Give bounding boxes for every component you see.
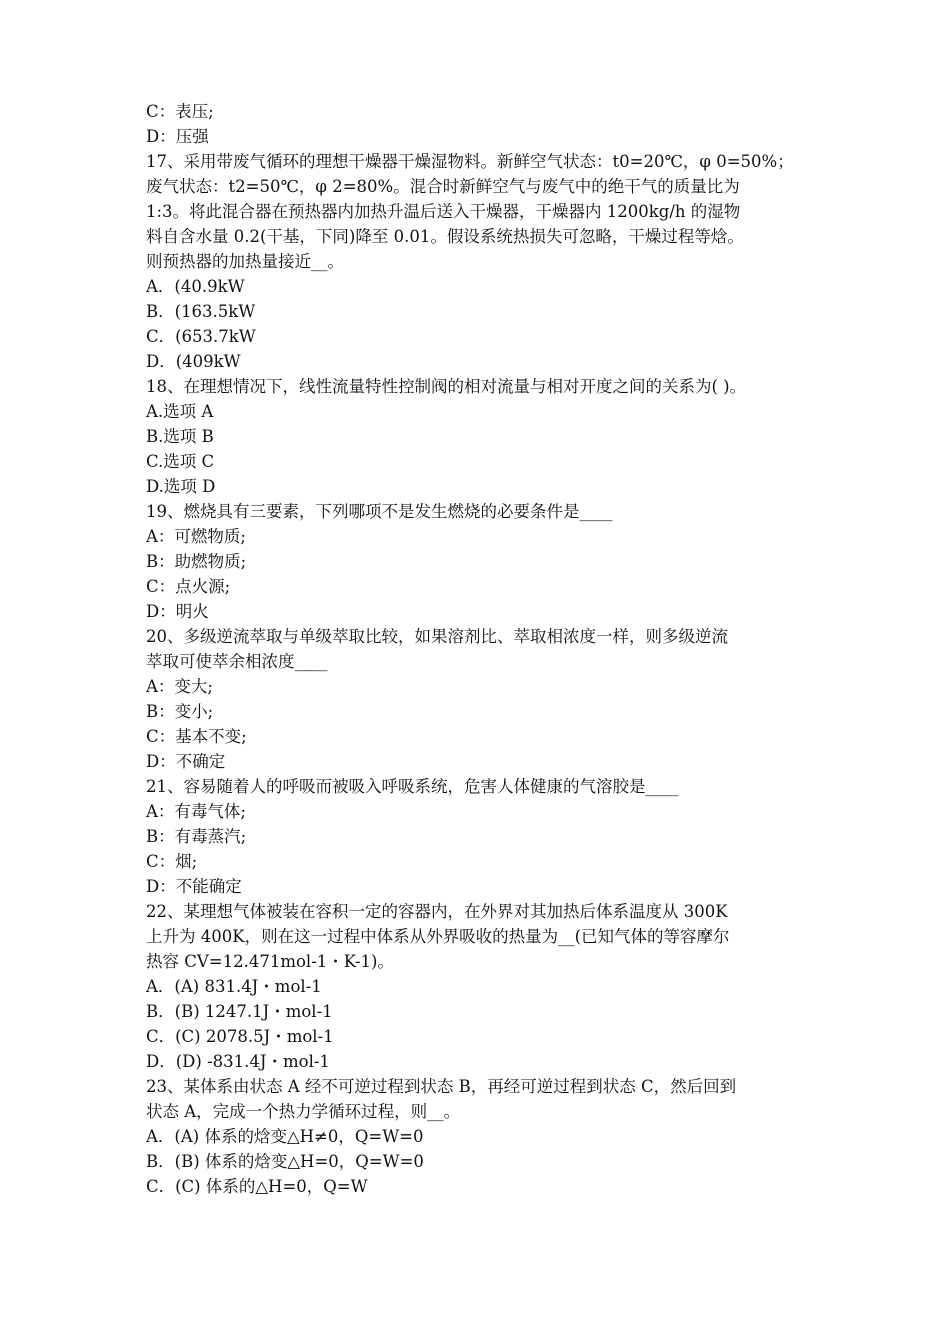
option-line: B.选项 B: [146, 427, 214, 446]
option-line: A：有毒气体;: [146, 802, 246, 821]
question-20-line: 萃取可使萃余相浓度____: [146, 652, 328, 671]
option-line: D：不能确定: [146, 877, 242, 896]
question-19-line: 19、燃烧具有三要素，下列哪项不是发生燃烧的必要条件是____: [146, 502, 613, 521]
option-line: D．(409kW: [146, 352, 241, 371]
option-line: C：点火源;: [146, 577, 231, 596]
text-line: D：压强: [146, 127, 209, 146]
option-line: A.选项 A: [146, 402, 214, 421]
option-line: A：可燃物质;: [146, 527, 246, 546]
question-20-line: 20、多级逆流萃取与单级萃取比较，如果溶剂比、萃取相浓度一样，则多级逆流: [146, 627, 728, 646]
question-17-line: 料自含水量 0.2(干基，下同)降至 0.01。假设系统热损失可忽略，干燥过程等焓。: [146, 227, 744, 246]
text-line: C：表压;: [146, 102, 214, 121]
option-line: C．(C) 体系的△H=0，Q=W: [146, 1177, 368, 1196]
option-line: A：变大;: [146, 677, 213, 696]
option-line: B．(B) 体系的焓变△H=0，Q=W=0: [146, 1152, 424, 1171]
option-line: B．(163.5kW: [146, 302, 256, 321]
question-21-line: 21、容易随着人的呼吸而被吸入呼吸系统，危害人体健康的气溶胶是____: [146, 777, 679, 796]
question-23-line: 状态 A，完成一个热力学循环过程，则__。: [146, 1102, 461, 1121]
question-17-line: 废气状态：t2=50℃，φ 2=80%。混合时新鲜空气与废气中的绝干气的质量比为: [146, 177, 740, 196]
question-22-line: 22、某理想气体被装在容积一定的容器内，在外界对其加热后体系温度从 300K: [146, 902, 728, 921]
option-line: B：变小;: [146, 702, 214, 721]
option-line: A．(A) 831.4J・mol-1: [146, 977, 322, 996]
option-line: C.选项 C: [146, 452, 215, 471]
option-line: B．(B) 1247.1J・mol-1: [146, 1002, 333, 1021]
option-line: C：基本不变;: [146, 727, 247, 746]
option-line: D：不确定: [146, 752, 226, 771]
question-17-line: 17、采用带废气循环的理想干燥器干燥湿物料。新鲜空气状态：t0=20℃，φ 0=50%；: [146, 152, 794, 171]
option-line: D.选项 D: [146, 477, 216, 496]
option-line: A．(A) 体系的焓变△H≠0，Q=W=0: [146, 1127, 424, 1146]
question-22-line: 上升为 400K，则在这一过程中体系从外界吸收的热量为__(已知气体的等容摩尔: [146, 927, 730, 946]
option-line: B：有毒蒸汽;: [146, 827, 247, 846]
option-line: D．(D) -831.4J・mol-1: [146, 1052, 330, 1071]
document-page: [146, 99, 826, 1199]
question-17-line: 1:3。将此混合器在预热器内加热升温后送入干燥器，干燥器内 1200kg/h 的湿物: [146, 202, 741, 221]
option-line: C：烟;: [146, 852, 198, 871]
question-18-line: 18、在理想情况下，线性流量特性控制阀的相对流量与相对开度之间的关系为( )。: [146, 377, 747, 396]
option-line: A．(40.9kW: [146, 277, 245, 296]
option-line: B：助燃物质;: [146, 552, 247, 571]
option-line: C．(653.7kW: [146, 327, 256, 346]
option-line: D：明火: [146, 602, 209, 621]
question-23-line: 23、某体系由状态 A 经不可逆过程到状态 B，再经可逆过程到状态 C，然后回到: [146, 1077, 737, 1096]
question-22-line: 热容 CV=12.471mol-1・K-1)。: [146, 952, 394, 971]
option-line: C．(C) 2078.5J・mol-1: [146, 1027, 334, 1046]
question-17-line: 则预热器的加热量接近__。: [146, 252, 344, 271]
